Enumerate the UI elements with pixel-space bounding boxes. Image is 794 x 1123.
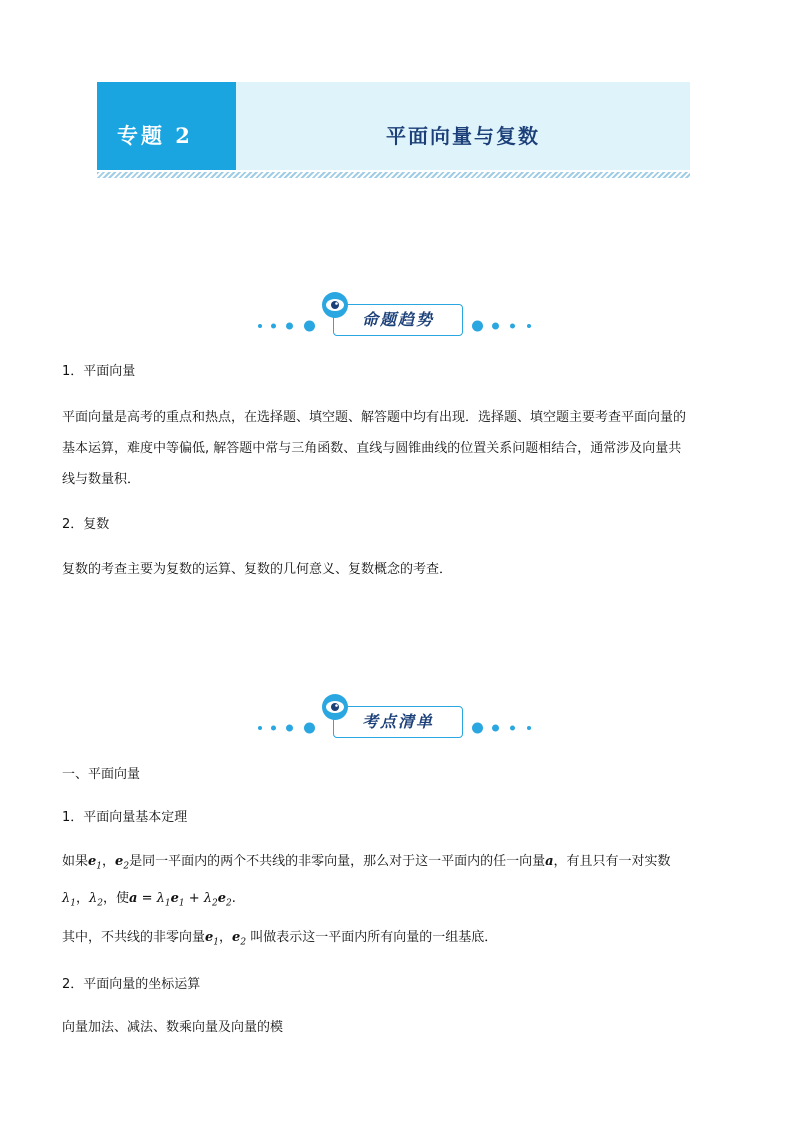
basis-paragraph: 其中，不共线的非零向量$e_1$，$e_2$ 叫做表示这一平面内所有向量的一组基底．	[62, 930, 498, 948]
section-header-points	[0, 694, 794, 740]
points-heading-vectors: 一、平面向量	[62, 767, 141, 782]
right-dots	[472, 320, 534, 332]
right-dots	[472, 722, 534, 734]
eye-icon	[322, 694, 348, 720]
banner-divider	[97, 172, 690, 178]
section-label: 考点清单	[361, 712, 434, 731]
points-heading-theorem: 1．平面向量基本定理	[62, 810, 188, 825]
points-heading-coordinates: 2．平面向量的坐标运算	[62, 977, 201, 992]
trend-heading-complex: 2．复数	[62, 517, 110, 532]
left-dots	[258, 722, 320, 734]
page-title: 平面向量与复数	[386, 124, 540, 148]
left-dots	[258, 320, 320, 332]
topic-banner	[97, 82, 690, 170]
banner-title-block	[236, 82, 690, 170]
banner-topic-block	[97, 82, 236, 170]
section-label-box	[333, 706, 463, 738]
trend-paragraph-vectors: 平面向量是高考的重点和热点，在选择题、填空题、解答题中均有出现．选择题、填空题主要考查平面向量的 基本运算，难度中等偏低, 解答题中常与三角函数、直线与圆锥曲线的位置关系问题相结合，通常涉及向量共 线与数量积．	[62, 410, 687, 487]
theorem-paragraph: 如果$e_1$，$e_2$是同一平面内的两个不共线的非零向量，那么对于这一平面内的任一向量a，有且只有一对实数 $\lambda_1$，$\lambda_2$，使$a = \lambda_1e_1 + \lambda_2e_2$.	[62, 854, 671, 909]
coordinates-paragraph: 向量加法、减法、数乘向量及向量的模	[62, 1020, 284, 1035]
trend-heading-vectors: 1．平面向量	[62, 364, 136, 379]
section-label: 命题趋势	[361, 310, 434, 329]
eye-icon	[322, 292, 348, 318]
topic-number: 专题 2	[117, 123, 193, 148]
trend-paragraph-complex: 复数的考查主要为复数的运算、复数的几何意义、复数概念的考查．	[62, 562, 453, 577]
section-label-box	[333, 304, 463, 336]
section-header-trend	[0, 292, 794, 338]
